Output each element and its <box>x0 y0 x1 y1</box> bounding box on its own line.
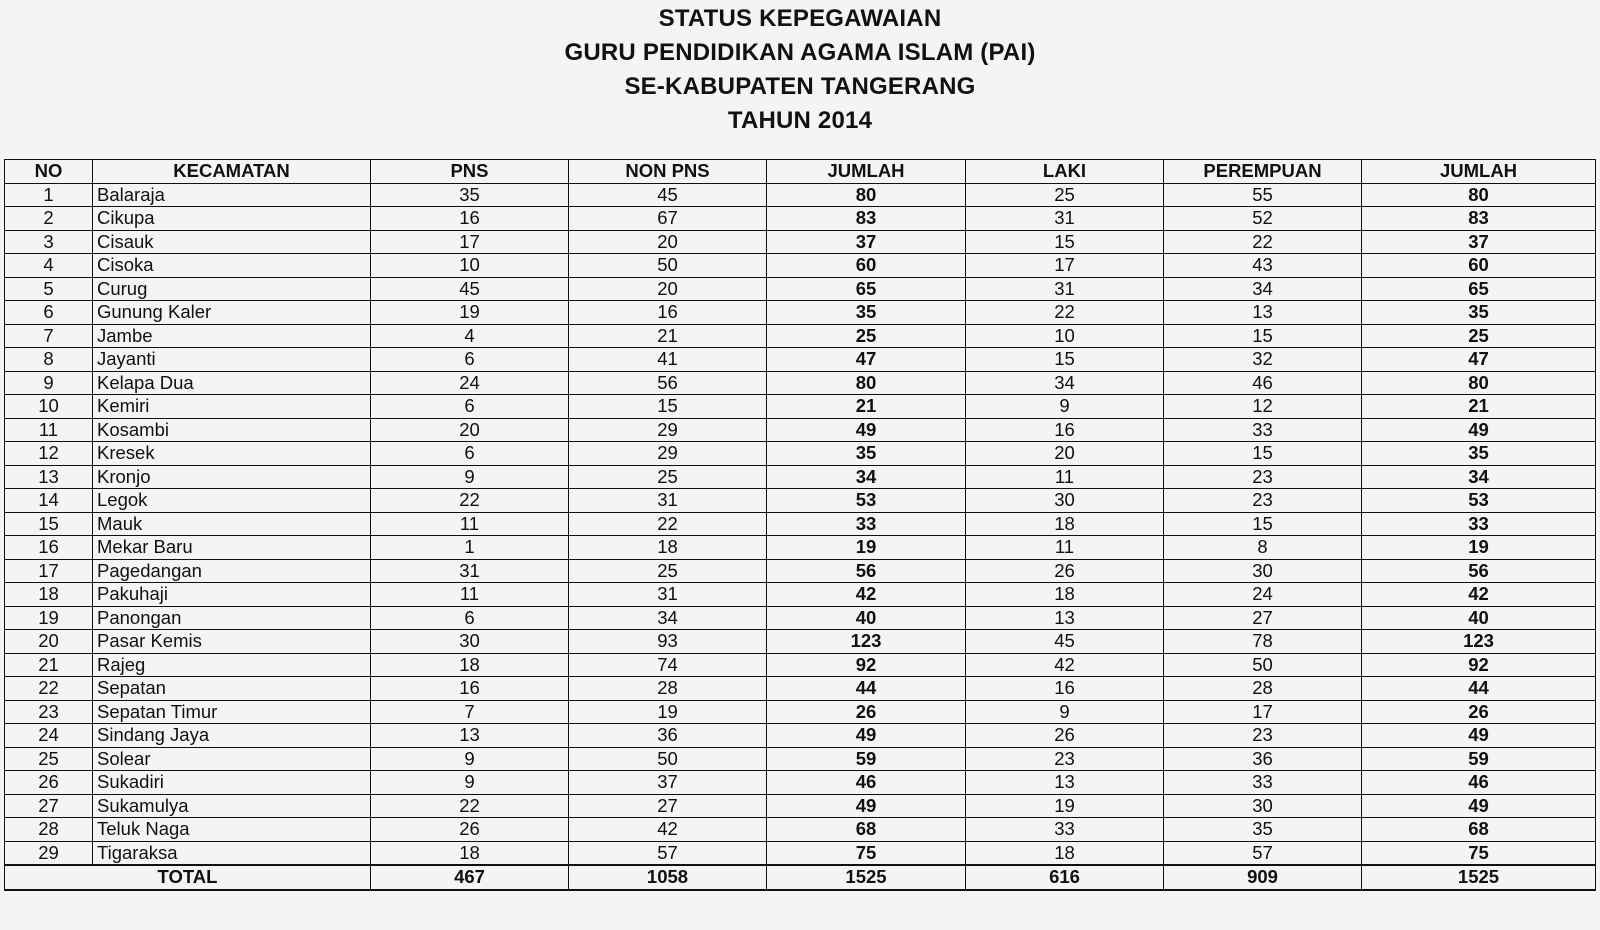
cell-laki: 19 <box>966 794 1164 818</box>
cell-laki: 31 <box>966 277 1164 301</box>
cell-laki: 26 <box>966 559 1164 583</box>
cell-perempuan: 50 <box>1164 653 1362 677</box>
cell-jumlah-gender: 35 <box>1362 442 1596 466</box>
total-jumlah-status: 1525 <box>767 865 966 890</box>
cell-no: 20 <box>5 630 93 654</box>
cell-non-pns: 16 <box>569 301 767 325</box>
cell-laki: 42 <box>966 653 1164 677</box>
cell-pns: 20 <box>371 418 569 442</box>
cell-jumlah-status: 80 <box>767 183 966 207</box>
table-row <box>5 794 1596 818</box>
cell-laki: 16 <box>966 677 1164 701</box>
cell-kecamatan: Panongan <box>93 606 371 630</box>
cell-non-pns: 37 <box>569 771 767 795</box>
table-row <box>5 301 1596 325</box>
cell-laki: 25 <box>966 183 1164 207</box>
cell-non-pns: 21 <box>569 324 767 348</box>
cell-jumlah-status: 83 <box>767 207 966 231</box>
cell-non-pns: 27 <box>569 794 767 818</box>
cell-kecamatan: Kresek <box>93 442 371 466</box>
cell-jumlah-gender: 37 <box>1362 230 1596 254</box>
cell-non-pns: 20 <box>569 230 767 254</box>
cell-perempuan: 28 <box>1164 677 1362 701</box>
cell-no: 25 <box>5 747 93 771</box>
cell-laki: 17 <box>966 254 1164 278</box>
cell-kecamatan: Kemiri <box>93 395 371 419</box>
table-row <box>5 747 1596 771</box>
cell-jumlah-status: 37 <box>767 230 966 254</box>
cell-non-pns: 41 <box>569 348 767 372</box>
cell-no: 24 <box>5 724 93 748</box>
document-title <box>0 2 1600 138</box>
cell-kecamatan: Gunung Kaler <box>93 301 371 325</box>
cell-pns: 7 <box>371 700 569 724</box>
cell-non-pns: 25 <box>569 465 767 489</box>
cell-jumlah-status: 49 <box>767 418 966 442</box>
cell-perempuan: 55 <box>1164 183 1362 207</box>
cell-jumlah-status: 34 <box>767 465 966 489</box>
cell-jumlah-gender: 42 <box>1362 583 1596 607</box>
cell-laki: 26 <box>966 724 1164 748</box>
cell-laki: 16 <box>966 418 1164 442</box>
cell-laki: 13 <box>966 606 1164 630</box>
cell-pns: 24 <box>371 371 569 395</box>
cell-non-pns: 31 <box>569 489 767 513</box>
title-line-1: STATUS KEPEGAWAIAN <box>658 5 942 32</box>
cell-pns: 10 <box>371 254 569 278</box>
cell-jumlah-status: 59 <box>767 747 966 771</box>
cell-kecamatan: Sukamulya <box>93 794 371 818</box>
cell-perempuan: 15 <box>1164 324 1362 348</box>
table-row <box>5 818 1596 842</box>
cell-laki: 13 <box>966 771 1164 795</box>
cell-perempuan: 78 <box>1164 630 1362 654</box>
cell-pns: 19 <box>371 301 569 325</box>
cell-jumlah-gender: 35 <box>1362 301 1596 325</box>
cell-kecamatan: Jayanti <box>93 348 371 372</box>
cell-jumlah-gender: 92 <box>1362 653 1596 677</box>
cell-laki: 31 <box>966 207 1164 231</box>
cell-pns: 11 <box>371 512 569 536</box>
cell-perempuan: 43 <box>1164 254 1362 278</box>
cell-jumlah-gender: 59 <box>1362 747 1596 771</box>
table-row <box>5 536 1596 560</box>
cell-jumlah-gender: 44 <box>1362 677 1596 701</box>
cell-laki: 34 <box>966 371 1164 395</box>
cell-jumlah-gender: 26 <box>1362 700 1596 724</box>
cell-jumlah-status: 60 <box>767 254 966 278</box>
total-laki: 616 <box>966 865 1164 890</box>
cell-kecamatan: Cisoka <box>93 254 371 278</box>
cell-no: 2 <box>5 207 93 231</box>
cell-laki: 18 <box>966 841 1164 865</box>
header-laki: LAKI <box>966 160 1164 184</box>
table-row <box>5 512 1596 536</box>
cell-pns: 6 <box>371 442 569 466</box>
cell-non-pns: 36 <box>569 724 767 748</box>
cell-jumlah-status: 56 <box>767 559 966 583</box>
table-row <box>5 559 1596 583</box>
cell-jumlah-status: 80 <box>767 371 966 395</box>
cell-jumlah-status: 25 <box>767 324 966 348</box>
cell-jumlah-status: 75 <box>767 841 966 865</box>
cell-jumlah-gender: 49 <box>1362 418 1596 442</box>
table-row <box>5 465 1596 489</box>
cell-jumlah-status: 65 <box>767 277 966 301</box>
cell-laki: 18 <box>966 583 1164 607</box>
table-row <box>5 324 1596 348</box>
cell-pns: 9 <box>371 465 569 489</box>
cell-pns: 26 <box>371 818 569 842</box>
total-perempuan: 909 <box>1164 865 1362 890</box>
cell-no: 14 <box>5 489 93 513</box>
table-row <box>5 630 1596 654</box>
cell-jumlah-gender: 25 <box>1362 324 1596 348</box>
header-jumlah-gender: JUMLAH <box>1362 160 1596 184</box>
title-line-4: TAHUN 2014 <box>727 107 873 134</box>
cell-non-pns: 20 <box>569 277 767 301</box>
cell-no: 16 <box>5 536 93 560</box>
cell-non-pns: 31 <box>569 583 767 607</box>
cell-kecamatan: Kronjo <box>93 465 371 489</box>
cell-jumlah-status: 33 <box>767 512 966 536</box>
cell-non-pns: 50 <box>569 254 767 278</box>
cell-no: 3 <box>5 230 93 254</box>
cell-no: 7 <box>5 324 93 348</box>
cell-jumlah-gender: 53 <box>1362 489 1596 513</box>
cell-non-pns: 56 <box>569 371 767 395</box>
cell-kecamatan: Legok <box>93 489 371 513</box>
cell-non-pns: 15 <box>569 395 767 419</box>
table-row <box>5 583 1596 607</box>
cell-jumlah-status: 40 <box>767 606 966 630</box>
cell-perempuan: 33 <box>1164 418 1362 442</box>
cell-jumlah-status: 47 <box>767 348 966 372</box>
table-row <box>5 371 1596 395</box>
cell-non-pns: 50 <box>569 747 767 771</box>
title-line-2: GURU PENDIDIKAN AGAMA ISLAM (PAI) <box>564 39 1036 66</box>
cell-kecamatan: Kelapa Dua <box>93 371 371 395</box>
table-row <box>5 489 1596 513</box>
cell-perempuan: 33 <box>1164 771 1362 795</box>
table-row <box>5 841 1596 865</box>
table-row <box>5 183 1596 207</box>
cell-jumlah-gender: 80 <box>1362 183 1596 207</box>
cell-perempuan: 8 <box>1164 536 1362 560</box>
cell-perempuan: 12 <box>1164 395 1362 419</box>
cell-jumlah-gender: 46 <box>1362 771 1596 795</box>
header-jumlah-status: JUMLAH <box>767 160 966 184</box>
cell-no: 21 <box>5 653 93 677</box>
cell-pns: 30 <box>371 630 569 654</box>
table-row <box>5 254 1596 278</box>
cell-no: 10 <box>5 395 93 419</box>
header-no: NO <box>5 160 93 184</box>
cell-jumlah-status: 44 <box>767 677 966 701</box>
cell-jumlah-gender: 123 <box>1362 630 1596 654</box>
cell-kecamatan: Pagedangan <box>93 559 371 583</box>
cell-no: 11 <box>5 418 93 442</box>
cell-pns: 9 <box>371 747 569 771</box>
cell-kecamatan: Sepatan Timur <box>93 700 371 724</box>
cell-no: 17 <box>5 559 93 583</box>
cell-pns: 11 <box>371 583 569 607</box>
cell-laki: 22 <box>966 301 1164 325</box>
table-row <box>5 771 1596 795</box>
cell-perempuan: 15 <box>1164 442 1362 466</box>
cell-perempuan: 30 <box>1164 794 1362 818</box>
table-row <box>5 395 1596 419</box>
cell-jumlah-status: 21 <box>767 395 966 419</box>
cell-jumlah-status: 35 <box>767 442 966 466</box>
cell-kecamatan: Sindang Jaya <box>93 724 371 748</box>
cell-jumlah-gender: 49 <box>1362 794 1596 818</box>
cell-pns: 13 <box>371 724 569 748</box>
total-jumlah-gender: 1525 <box>1362 865 1596 890</box>
cell-non-pns: 74 <box>569 653 767 677</box>
cell-no: 18 <box>5 583 93 607</box>
cell-non-pns: 93 <box>569 630 767 654</box>
table-row <box>5 653 1596 677</box>
cell-no: 12 <box>5 442 93 466</box>
table-row <box>5 677 1596 701</box>
cell-jumlah-status: 53 <box>767 489 966 513</box>
cell-pns: 35 <box>371 183 569 207</box>
cell-kecamatan: Curug <box>93 277 371 301</box>
cell-pns: 45 <box>371 277 569 301</box>
cell-non-pns: 19 <box>569 700 767 724</box>
cell-no: 22 <box>5 677 93 701</box>
cell-jumlah-gender: 83 <box>1362 207 1596 231</box>
cell-kecamatan: Cisauk <box>93 230 371 254</box>
cell-non-pns: 29 <box>569 442 767 466</box>
cell-kecamatan: Jambe <box>93 324 371 348</box>
cell-kecamatan: Solear <box>93 747 371 771</box>
cell-jumlah-status: 42 <box>767 583 966 607</box>
cell-laki: 33 <box>966 818 1164 842</box>
cell-laki: 20 <box>966 442 1164 466</box>
cell-jumlah-status: 19 <box>767 536 966 560</box>
cell-kecamatan: Balaraja <box>93 183 371 207</box>
cell-non-pns: 25 <box>569 559 767 583</box>
cell-laki: 23 <box>966 747 1164 771</box>
cell-kecamatan: Pasar Kemis <box>93 630 371 654</box>
cell-no: 8 <box>5 348 93 372</box>
table-row <box>5 277 1596 301</box>
cell-no: 6 <box>5 301 93 325</box>
cell-no: 23 <box>5 700 93 724</box>
cell-jumlah-status: 123 <box>767 630 966 654</box>
cell-no: 19 <box>5 606 93 630</box>
cell-pns: 22 <box>371 794 569 818</box>
cell-pns: 17 <box>371 230 569 254</box>
cell-perempuan: 23 <box>1164 465 1362 489</box>
cell-jumlah-gender: 80 <box>1362 371 1596 395</box>
cell-perempuan: 35 <box>1164 818 1362 842</box>
cell-jumlah-status: 46 <box>767 771 966 795</box>
cell-jumlah-status: 92 <box>767 653 966 677</box>
cell-jumlah-gender: 60 <box>1362 254 1596 278</box>
cell-jumlah-gender: 19 <box>1362 536 1596 560</box>
table-row <box>5 418 1596 442</box>
cell-kecamatan: Rajeg <box>93 653 371 677</box>
cell-non-pns: 42 <box>569 818 767 842</box>
table-row <box>5 442 1596 466</box>
cell-kecamatan: Sukadiri <box>93 771 371 795</box>
cell-jumlah-status: 68 <box>767 818 966 842</box>
cell-jumlah-gender: 40 <box>1362 606 1596 630</box>
cell-jumlah-gender: 34 <box>1362 465 1596 489</box>
cell-kecamatan: Pakuhaji <box>93 583 371 607</box>
cell-no: 28 <box>5 818 93 842</box>
table-row <box>5 207 1596 231</box>
header-pns: PNS <box>371 160 569 184</box>
cell-perempuan: 46 <box>1164 371 1362 395</box>
cell-perempuan: 23 <box>1164 724 1362 748</box>
cell-kecamatan: Mekar Baru <box>93 536 371 560</box>
cell-jumlah-gender: 56 <box>1362 559 1596 583</box>
cell-laki: 9 <box>966 700 1164 724</box>
cell-jumlah-gender: 65 <box>1362 277 1596 301</box>
cell-jumlah-status: 35 <box>767 301 966 325</box>
cell-jumlah-gender: 33 <box>1362 512 1596 536</box>
cell-kecamatan: Teluk Naga <box>93 818 371 842</box>
cell-no: 29 <box>5 841 93 865</box>
cell-laki: 10 <box>966 324 1164 348</box>
cell-no: 15 <box>5 512 93 536</box>
cell-kecamatan: Kosambi <box>93 418 371 442</box>
cell-jumlah-gender: 47 <box>1362 348 1596 372</box>
cell-pns: 1 <box>371 536 569 560</box>
cell-no: 4 <box>5 254 93 278</box>
cell-pns: 16 <box>371 677 569 701</box>
cell-pns: 9 <box>371 771 569 795</box>
cell-pns: 6 <box>371 606 569 630</box>
cell-non-pns: 18 <box>569 536 767 560</box>
table-row <box>5 724 1596 748</box>
cell-non-pns: 45 <box>569 183 767 207</box>
cell-perempuan: 36 <box>1164 747 1362 771</box>
cell-no: 13 <box>5 465 93 489</box>
cell-jumlah-gender: 49 <box>1362 724 1596 748</box>
cell-no: 27 <box>5 794 93 818</box>
cell-pns: 22 <box>371 489 569 513</box>
table-row <box>5 606 1596 630</box>
cell-no: 1 <box>5 183 93 207</box>
cell-perempuan: 57 <box>1164 841 1362 865</box>
cell-kecamatan: Cikupa <box>93 207 371 231</box>
total-pns: 467 <box>371 865 569 890</box>
cell-laki: 11 <box>966 536 1164 560</box>
cell-kecamatan: Mauk <box>93 512 371 536</box>
cell-pns: 31 <box>371 559 569 583</box>
cell-non-pns: 67 <box>569 207 767 231</box>
cell-perempuan: 27 <box>1164 606 1362 630</box>
cell-perempuan: 30 <box>1164 559 1362 583</box>
cell-pns: 6 <box>371 348 569 372</box>
cell-non-pns: 57 <box>569 841 767 865</box>
cell-pns: 16 <box>371 207 569 231</box>
cell-perempuan: 22 <box>1164 230 1362 254</box>
cell-jumlah-status: 49 <box>767 794 966 818</box>
cell-perempuan: 13 <box>1164 301 1362 325</box>
cell-jumlah-gender: 75 <box>1362 841 1596 865</box>
cell-laki: 45 <box>966 630 1164 654</box>
table-row <box>5 700 1596 724</box>
cell-laki: 18 <box>966 512 1164 536</box>
title-line-3: SE-KABUPATEN TANGERANG <box>624 73 976 100</box>
cell-perempuan: 34 <box>1164 277 1362 301</box>
cell-kecamatan: Sepatan <box>93 677 371 701</box>
cell-perempuan: 17 <box>1164 700 1362 724</box>
table-row <box>5 348 1596 372</box>
cell-pns: 18 <box>371 653 569 677</box>
cell-jumlah-status: 26 <box>767 700 966 724</box>
cell-perempuan: 32 <box>1164 348 1362 372</box>
cell-no: 9 <box>5 371 93 395</box>
cell-pns: 4 <box>371 324 569 348</box>
cell-non-pns: 34 <box>569 606 767 630</box>
cell-laki: 15 <box>966 348 1164 372</box>
cell-non-pns: 28 <box>569 677 767 701</box>
cell-jumlah-gender: 21 <box>1362 395 1596 419</box>
cell-no: 5 <box>5 277 93 301</box>
cell-perempuan: 23 <box>1164 489 1362 513</box>
cell-no: 26 <box>5 771 93 795</box>
cell-kecamatan: Tigaraksa <box>93 841 371 865</box>
cell-laki: 15 <box>966 230 1164 254</box>
header-non-pns: NON PNS <box>569 160 767 184</box>
cell-jumlah-status: 49 <box>767 724 966 748</box>
cell-perempuan: 52 <box>1164 207 1362 231</box>
cell-jumlah-gender: 68 <box>1362 818 1596 842</box>
cell-pns: 18 <box>371 841 569 865</box>
cell-laki: 11 <box>966 465 1164 489</box>
table-body <box>5 183 1596 865</box>
cell-laki: 9 <box>966 395 1164 419</box>
total-non-pns: 1058 <box>569 865 767 890</box>
table-row <box>5 230 1596 254</box>
cell-perempuan: 24 <box>1164 583 1362 607</box>
total-label: TOTAL <box>5 865 371 890</box>
total-row <box>5 865 1596 890</box>
cell-laki: 30 <box>966 489 1164 513</box>
cell-pns: 6 <box>371 395 569 419</box>
cell-non-pns: 29 <box>569 418 767 442</box>
cell-non-pns: 22 <box>569 512 767 536</box>
staff-status-table <box>4 159 1596 891</box>
header-row <box>5 160 1596 184</box>
header-kecamatan: KECAMATAN <box>93 160 371 184</box>
header-perempuan: PEREMPUAN <box>1164 160 1362 184</box>
cell-perempuan: 15 <box>1164 512 1362 536</box>
